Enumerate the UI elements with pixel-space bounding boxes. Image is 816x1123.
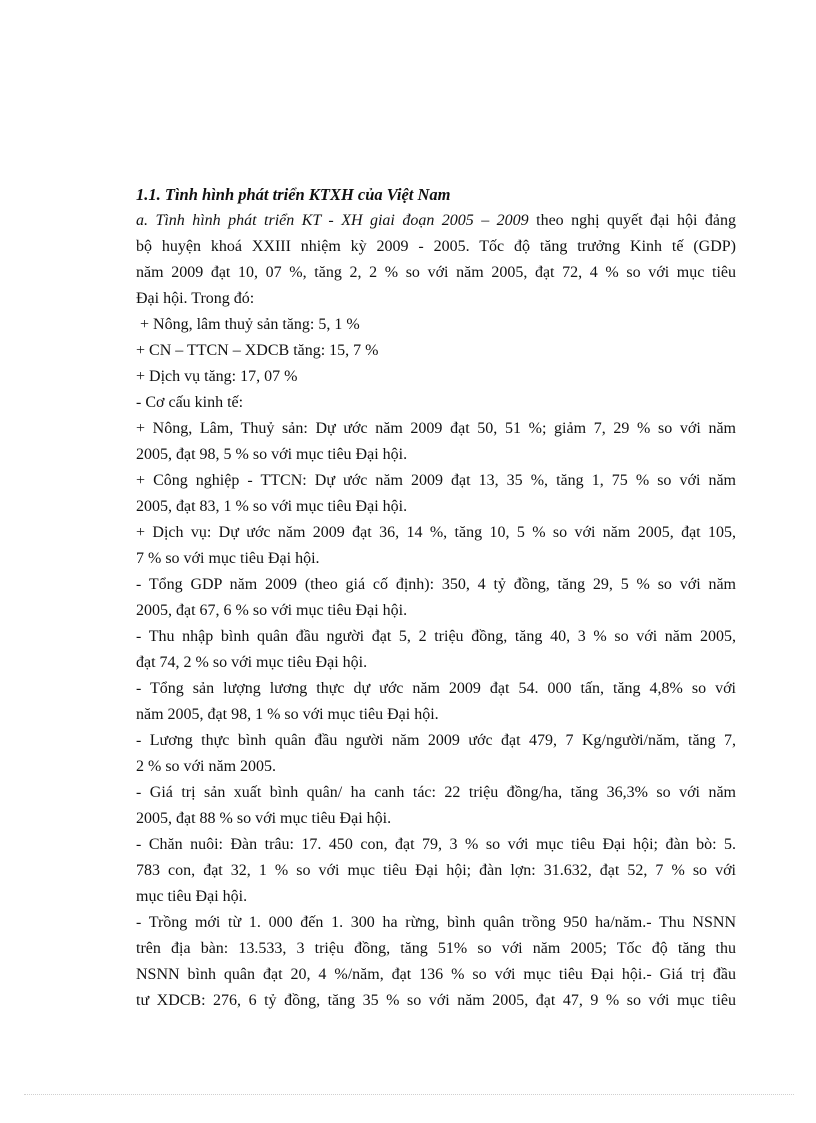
paragraph-line: 2005, đạt 88 % so với mục tiêu Đại hội. — [136, 810, 392, 827]
list-item: + Dịch vụ: Dự ước năm 2009 đạt 36, 14 %, tăng 10, 5 % so với năm 2005, đạt 105, — [136, 524, 736, 541]
list-item: - Thu nhập bình quân đầu người đạt 5, 2 triệu đồng, tăng 40, 3 % so với năm 2005, — [136, 628, 736, 645]
paragraph-line: 2005, đạt 98, 5 % so với mục tiêu Đại hội. — [136, 446, 408, 463]
paragraph-line: 2 % so với năm 2005. — [136, 758, 277, 775]
list-item: - Chăn nuôi: Đàn trâu: 17. 450 con, đạt 79, 3 % so với mục tiêu Đại hội; đàn bò: 5. — [136, 836, 736, 853]
list-item: - Trồng mới từ 1. 000 đến 1. 300 ha rừng, bình quân trồng 950 ha/năm.- Thu NSNN — [136, 914, 736, 931]
paragraph-line: 7 % so với mục tiêu Đại hội. — [136, 550, 320, 567]
paragraph-line: mục tiêu Đại hội. — [136, 888, 248, 905]
list-item: + Công nghiệp - TTCN: Dự ước năm 2009 đạt 13, 35 %, tăng 1, 75 % so với năm — [136, 472, 736, 489]
paragraph-line: năm 2005, đạt 98, 1 % so với mục tiêu Đại hội. — [136, 706, 439, 723]
paragraph-line: 2005, đạt 67, 6 % so với mục tiêu Đại hội. — [136, 602, 408, 619]
list-item: - Lương thực bình quân đầu người năm 2009 ước đạt 479, 7 Kg/người/năm, tăng 7, — [136, 732, 736, 749]
line-text: theo nghị quyết đại hội đảng — [528, 212, 736, 229]
paragraph-line: bộ huyện khoá XXIII nhiệm kỳ 2009 - 2005. Tốc độ tăng trưởng Kinh tế (GDP) — [136, 238, 736, 255]
list-item: - Giá trị sản xuất bình quân/ ha canh tác: 22 triệu đồng/ha, tăng 36,3% so với năm — [136, 784, 736, 801]
list-item: + Dịch vụ tăng: 17, 07 % — [136, 368, 298, 385]
paragraph-line: tư XDCB: 276, 6 tỷ đồng, tăng 35 % so với năm 2005, đạt 47, 9 % so với mục tiêu — [136, 992, 736, 1009]
paragraph-line: trên địa bàn: 13.533, 3 triệu đồng, tăng 51% so với năm 2005; Tốc độ tăng thu — [136, 940, 736, 957]
list-item: + CN – TTCN – XDCB tăng: 15, 7 % — [136, 342, 379, 359]
paragraph-line: đạt 74, 2 % so với mục tiêu Đại hội. — [136, 654, 368, 671]
list-item: - Cơ cấu kinh tế: — [136, 394, 244, 411]
list-item: - Tổng GDP năm 2009 (theo giá cố định): 350, 4 tỷ đồng, tăng 29, 5 % so với năm — [136, 576, 736, 593]
document-body — [136, 182, 736, 1014]
page-bottom-rule — [24, 1094, 794, 1095]
list-item: + Nông, lâm thuỷ sản tăng: 5, 1 % — [136, 316, 360, 333]
section-heading: 1.1. Tình hình phát triển KTXH của Việt Nam — [136, 185, 451, 204]
list-item: + Nông, Lâm, Thuỷ sản: Dự ước năm 2009 đạt 50, 51 %; giảm 7, 29 % so với năm — [136, 420, 736, 437]
paragraph-line: Đại hội. Trong đó: — [136, 290, 255, 307]
list-item: - Tổng sản lượng lương thực dự ước năm 2009 đạt 54. 000 tấn, tăng 4,8% so với — [136, 680, 736, 697]
paragraph-line — [136, 208, 736, 234]
paragraph-line: NSNN bình quân đạt 20, 4 %/năm, đạt 136 % so với mục tiêu Đại hội.- Giá trị đầu — [136, 966, 736, 983]
paragraph-line: năm 2009 đạt 10, 07 %, tăng 2, 2 % so với năm 2005, đạt 72, 4 % so với mục tiêu — [136, 264, 736, 281]
paragraph-line: 2005, đạt 83, 1 % so với mục tiêu Đại hội. — [136, 498, 408, 515]
subsection-title: a. Tình hình phát triển KT - XH giai đoạn 2005 – 2009 — [136, 212, 529, 229]
paragraph-line: 783 con, đạt 32, 1 % so với mục tiêu Đại hội; đàn lợn: 31.632, đạt 52, 7 % so với — [136, 862, 736, 879]
